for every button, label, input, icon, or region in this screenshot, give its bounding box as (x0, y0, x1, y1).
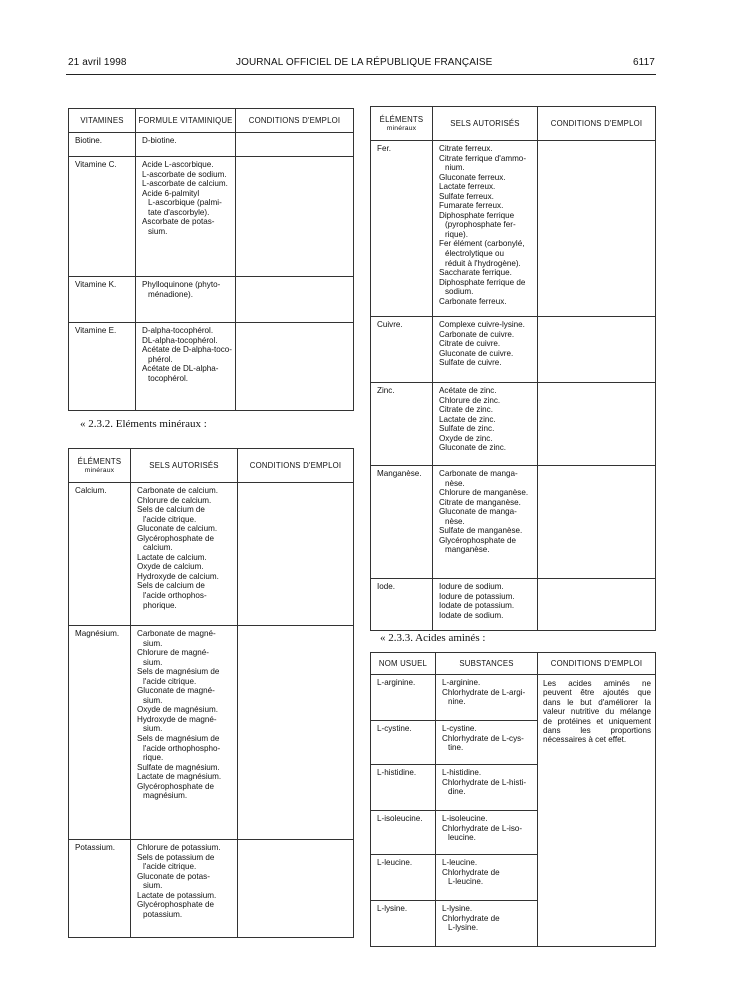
list-item: Fumarate ferreux. (439, 201, 504, 211)
conditions-cell (538, 466, 656, 579)
column-header: SELS AUTORISÉS (131, 449, 238, 483)
list-item: D-alpha-tocophérol. (142, 326, 214, 335)
conditions-note: Les acides aminés ne peuvent être ajoutés que dans le but d'améliorer la valeur nutritive du mélange de protéines et uniquement dans les proportions nécessaires à cet effet. (543, 679, 651, 745)
conditions-cell (238, 483, 354, 626)
list-item: Citrate ferreux. (439, 144, 493, 153)
amino-caption: « 2.3.3. Acides aminés : (380, 632, 486, 644)
row-substances (436, 901, 538, 947)
list-item: Gluconate de zinc. (439, 443, 507, 453)
row-name: Calcium. (69, 483, 131, 626)
table-row (371, 579, 656, 631)
list-item: Oxyde de calcium. (137, 562, 204, 572)
column-header: VITAMINES (69, 109, 136, 133)
list-item: Citrate de zinc. (439, 405, 493, 415)
conditions-cell (238, 626, 354, 840)
row-substances (136, 323, 236, 411)
list-item: Hydroxyde de magné- sium. (137, 714, 217, 734)
row-name: L-histidine. (371, 765, 436, 811)
row-substances (433, 579, 538, 631)
conditions-cell (236, 277, 354, 323)
row-name: Biotine. (69, 133, 136, 157)
list-item: Gluconate de potas- sium. (137, 871, 210, 891)
list-item: L-histidine. (442, 768, 482, 777)
header-sub: minéraux (386, 124, 417, 132)
list-item: Citrate de manganèse. (439, 497, 521, 507)
table-row (69, 323, 354, 411)
row-substances (131, 483, 238, 626)
row-substances (131, 840, 238, 938)
row-name: Manganèse. (371, 466, 433, 579)
list-item: Chlorure de manganèse. (439, 488, 529, 498)
conditions-cell (538, 675, 656, 947)
list-item: Sels de magnésium de l'acide orthophospho- rique. (137, 734, 221, 763)
list-item: Glycérophosphate de potassium. (137, 900, 214, 919)
list-item: L-lysine. (442, 904, 473, 913)
column-header: CONDITIONS D'EMPLOI (538, 107, 656, 141)
row-name: L-leucine. (371, 855, 436, 901)
list-item: Iodate de potassium. (439, 601, 515, 611)
list-item: Chlorure de potassium. (137, 843, 221, 852)
list-item: Gluconate de manga- nèse. (439, 507, 517, 526)
list-item: Carbonate de manga- nèse. (439, 469, 518, 488)
list-item: Glycérophosphate de magnésium. (137, 781, 214, 801)
list-item: Chlorhydrate de L-leucine. (442, 867, 500, 887)
row-name: Potassium. (69, 840, 131, 938)
list-item: Gluconate de magné- sium. (137, 686, 215, 705)
list-item: Acétate de zinc. (439, 386, 497, 395)
row-substances (433, 141, 538, 317)
column-header (371, 107, 433, 141)
list-item: Iodure de potassium. (439, 591, 515, 601)
column-header: CONDITIONS D'EMPLOI (538, 653, 656, 675)
row-substances (436, 811, 538, 855)
list-item: Citrate de cuivre. (439, 339, 501, 349)
table-row (371, 317, 656, 383)
column-header (69, 449, 131, 483)
conditions-cell (236, 133, 354, 157)
table-row (69, 626, 354, 840)
list-item: Carbonate ferreux. (439, 296, 507, 306)
conditions-cell (538, 383, 656, 466)
list-item: Chlorhydrate de L-argi- nine. (442, 687, 526, 707)
list-item: Acide L-ascorbique. (142, 160, 214, 169)
table-row (69, 277, 354, 323)
list-item: Gluconate ferreux. (439, 172, 506, 182)
list-item: Saccharate ferrique. (439, 268, 512, 278)
column-header: CONDITIONS D'EMPLOI (238, 449, 354, 483)
list-item: L-isoleucine. (442, 814, 488, 823)
list-item: Lactate de zinc. (439, 414, 496, 424)
list-item: Sels de calcium de l'acide citrique. (137, 505, 205, 524)
list-item: Hydroxyde de calcium. (137, 571, 219, 581)
list-item: Sels de calcium de l'acide orthophos- phorique. (137, 581, 207, 610)
row-substances (433, 317, 538, 383)
list-item: Glycérophosphate de manganèse. (439, 535, 516, 555)
row-name: Vitamine E. (69, 323, 136, 411)
row-substances (131, 626, 238, 840)
column-header: SELS AUTORISÉS (433, 107, 538, 141)
list-item: Sulfate de cuivre. (439, 358, 502, 368)
list-item: Oxyde de magnésium. (137, 705, 218, 715)
list-item: Acétate de DL-alpha- tocophérol. (142, 364, 219, 383)
page-date: 21 avril 1998 (68, 57, 127, 68)
list-item: Lactate de calcium. (137, 552, 207, 562)
header-rule (66, 74, 656, 75)
list-item: D-biotine. (142, 136, 177, 145)
header-sub: minéraux (84, 466, 115, 474)
list-item: Sels de potassium de l'acide citrique. (137, 852, 215, 872)
page-number: 6117 (633, 57, 655, 68)
table-row (371, 466, 656, 579)
minerals-table-left (68, 448, 354, 938)
list-item: Chlorhydrate de L-lysine. (442, 913, 500, 933)
table-row (69, 133, 354, 157)
row-name: Vitamine K. (69, 277, 136, 323)
list-item: Oxyde de zinc. (439, 433, 493, 443)
list-item: Phylloquinone (phyto- ménadione). (142, 280, 221, 299)
conditions-cell (236, 157, 354, 277)
list-item: Lactate de potassium. (137, 890, 217, 900)
row-name: Zinc. (371, 383, 433, 466)
list-item: Chlorure de calcium. (137, 495, 212, 505)
list-item: Chlorure de magné- sium. (137, 648, 209, 667)
row-name: L-arginine. (371, 675, 436, 721)
column-header: CONDITIONS D'EMPLOI (236, 109, 354, 133)
list-item: Citrate ferrique d'ammo- nium. (439, 153, 527, 173)
list-item: Fer élément (carbonylé, électrolytique ou réduit à l'hydrogène). (439, 239, 525, 268)
column-header: FORMULE VITAMINIQUE (136, 109, 236, 133)
table-row (371, 383, 656, 466)
row-substances (136, 157, 236, 277)
list-item: L-leucine. (442, 858, 478, 867)
column-header: NOM USUEL (371, 653, 436, 675)
table-row (69, 157, 354, 277)
row-substances (436, 855, 538, 901)
list-item: Chlorhydrate de L-histi- dine. (442, 777, 527, 797)
table-row (371, 141, 656, 317)
list-item: Lactate ferreux. (439, 182, 496, 192)
list-item: L-ascorbate de calcium. (142, 179, 228, 189)
conditions-cell (238, 840, 354, 938)
row-name: Iode. (371, 579, 433, 631)
conditions-cell (538, 317, 656, 383)
conditions-cell (236, 323, 354, 411)
list-item: Acétate de D-alpha-toco- phérol. (142, 345, 232, 364)
row-name: Fer. (371, 141, 433, 317)
list-item: Sulfate de magnésium. (137, 762, 220, 772)
list-item: Diphosphate ferrique (pyrophosphate fer- rique). (439, 210, 516, 239)
journal-title: JOURNAL OFFICIEL DE LA RÉPUBLIQUE FRANÇAISE (236, 57, 493, 68)
table-row (69, 840, 354, 938)
row-substances (436, 721, 538, 765)
conditions-cell (538, 579, 656, 631)
list-item: Carbonate de calcium. (137, 486, 218, 495)
row-substances (436, 675, 538, 721)
header-main: ÉLÉMENTS (379, 114, 424, 124)
list-item: Ascorbate de potas- sium. (142, 217, 215, 236)
list-item: Carbonate de magné- sium. (137, 629, 216, 648)
row-name: L-isoleucine. (371, 811, 436, 855)
list-item: Iodure de sodium. (439, 582, 504, 591)
row-name: Cuivre. (371, 317, 433, 383)
list-item: Gluconate de calcium. (137, 524, 218, 534)
amino-acids-table (370, 652, 656, 947)
list-item: Complexe cuivre-lysine. (439, 320, 525, 329)
row-substances (433, 383, 538, 466)
list-item: Diphosphate ferrique de sodium. (439, 277, 526, 297)
list-item: Sels de magnésium de l'acide citrique. (137, 667, 220, 686)
list-item: L-arginine. (442, 678, 481, 687)
list-item: L-cystine. (442, 724, 477, 733)
minerals-caption: « 2.3.2. Eléments minéraux : (80, 418, 207, 430)
list-item: DL-alpha-tocophérol. (142, 335, 218, 345)
list-item: Gluconate de cuivre. (439, 348, 514, 358)
conditions-cell (538, 141, 656, 317)
minerals-table-right (370, 106, 656, 631)
row-name: Magnésium. (69, 626, 131, 840)
list-item: Acide 6-palmityl L-ascorbique (palmi- tate d'ascorbyle). (142, 188, 222, 217)
vitamins-table (68, 108, 354, 411)
header-main: ÉLÉMENTS (77, 456, 122, 466)
list-item: Sulfate de zinc. (439, 424, 495, 434)
list-item: Sulfate ferreux. (439, 191, 494, 201)
row-name: L-lysine. (371, 901, 436, 947)
list-item: Carbonate de cuivre. (439, 329, 515, 339)
list-item: Chlorhydrate de L-iso- leucine. (442, 823, 523, 843)
list-item: Chlorure de zinc. (439, 395, 501, 405)
row-substances (436, 765, 538, 811)
list-item: Chlorhydrate de L-cys- tine. (442, 733, 524, 753)
row-substances (136, 133, 236, 157)
column-header: SUBSTANCES (436, 653, 538, 675)
list-item: Iodate de sodium. (439, 610, 504, 620)
list-item: Sulfate de manganèse. (439, 526, 523, 536)
row-name: Vitamine C. (69, 157, 136, 277)
row-substances (433, 466, 538, 579)
row-substances (136, 277, 236, 323)
row-name: L-cystine. (371, 721, 436, 765)
table-row (371, 675, 656, 721)
table-row (69, 483, 354, 626)
list-item: Glycérophosphate de calcium. (137, 533, 214, 553)
list-item: L-ascorbate de sodium. (142, 169, 227, 179)
list-item: Lactate de magnésium. (137, 772, 222, 782)
